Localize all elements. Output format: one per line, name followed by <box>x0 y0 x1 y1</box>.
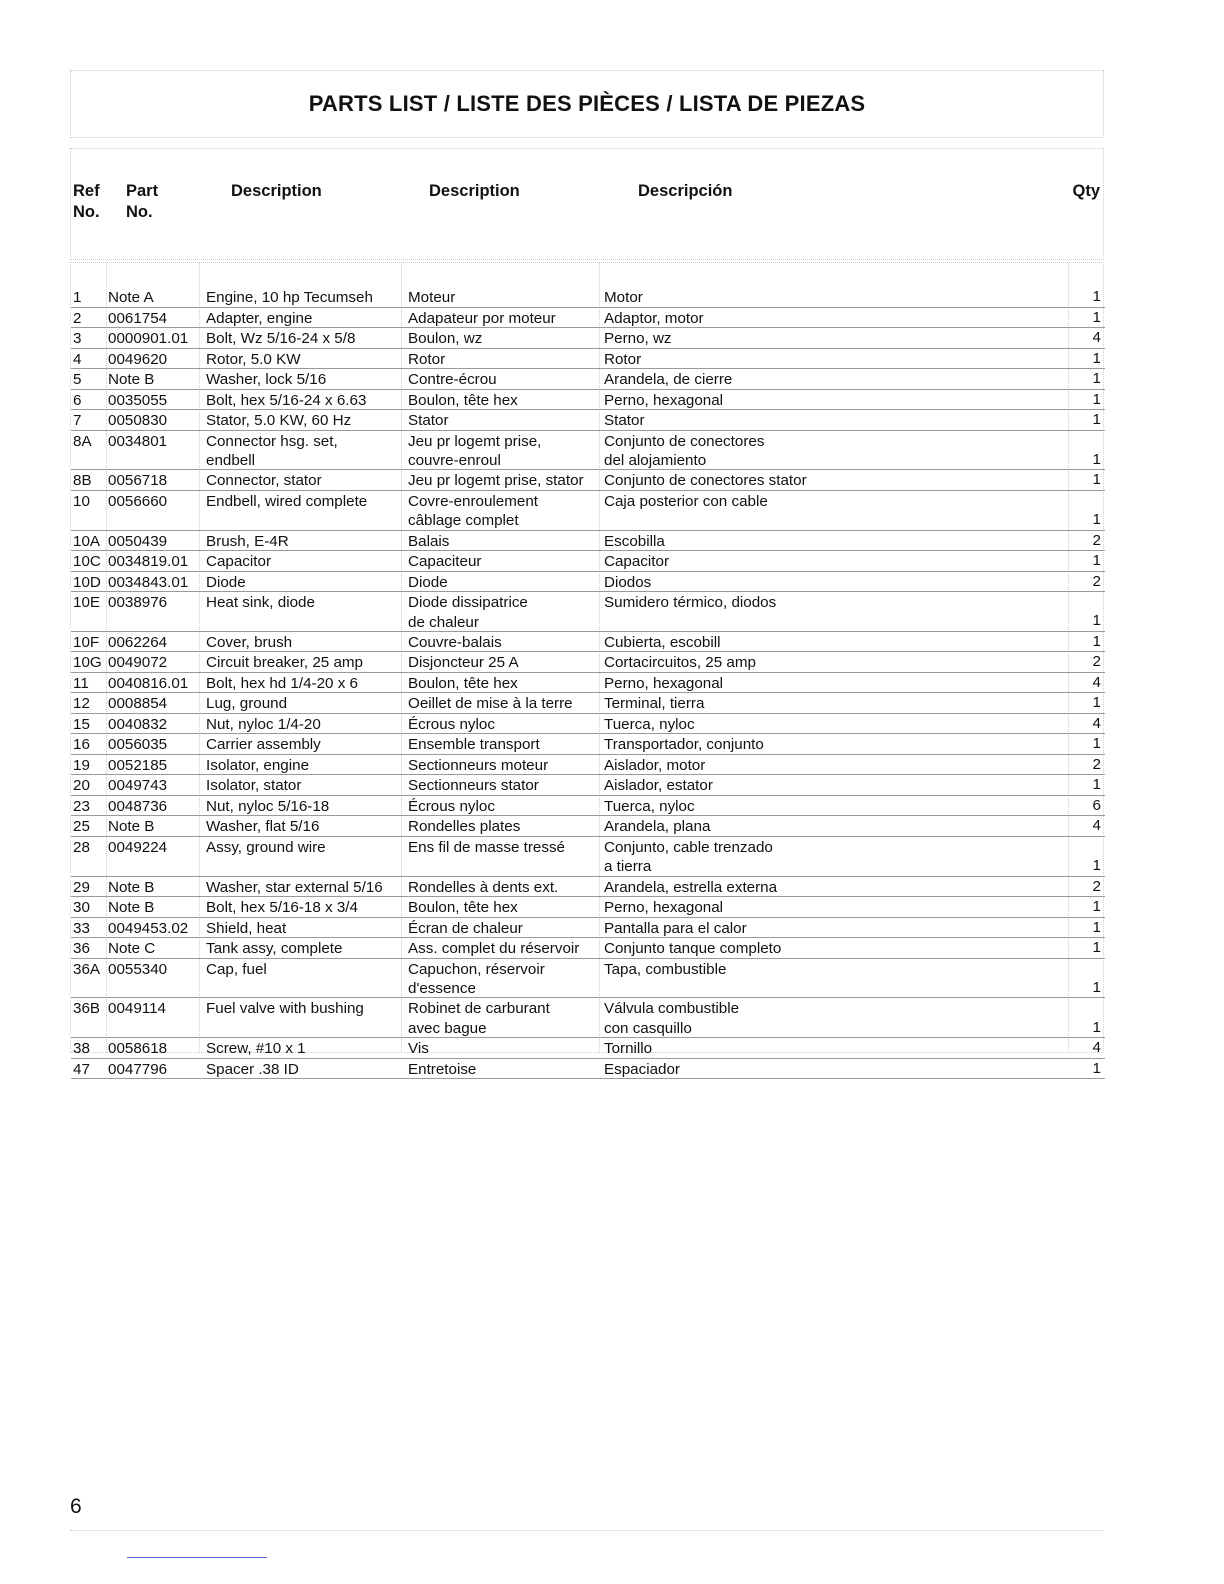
description-es-cell: Caja posterior con cable <box>604 492 768 510</box>
description-en-cell: Nut, nyloc 5/16-18 <box>206 797 330 815</box>
table-row <box>71 998 1105 1038</box>
table-row <box>71 775 1105 796</box>
ref-cell: 47 <box>73 1060 90 1078</box>
table-row <box>71 652 1105 673</box>
description-en-cell: Engine, 10 hp Tecumseh <box>206 289 373 306</box>
title-box <box>70 70 1104 138</box>
description-fr-cell: Capaciteur <box>408 553 482 571</box>
description-fr-cell: Écrous nyloc <box>408 797 495 815</box>
description-es-cell: Adaptor, motor <box>604 309 704 327</box>
description-es-cell: Conjunto, cable trenzado a tierra <box>604 838 773 876</box>
description-fr-cell: Moteur <box>408 289 456 306</box>
description-fr-cell: Capuchon, réservoir d'essence <box>408 960 545 998</box>
description-en-cell: Fuel valve with bushing <box>206 1000 364 1018</box>
description-es-cell: Tuerca, nyloc <box>604 715 695 733</box>
qty-cell: 2 <box>1092 877 1101 895</box>
description-en-cell: Washer, star external 5/16 <box>206 878 383 896</box>
description-es-cell: Perno, hexagonal <box>604 899 724 917</box>
table-row <box>71 572 1105 593</box>
table-row <box>71 714 1105 735</box>
description-es-cell: Diodos <box>604 573 652 591</box>
part-number-cell: Note B <box>108 371 155 388</box>
description-en-cell: Diode <box>206 573 246 591</box>
description-en-cell: Brush, E-4R <box>206 532 289 550</box>
description-fr-cell: Oeillet de mise à la terre <box>408 695 573 713</box>
part-header-line2: No. <box>126 203 153 221</box>
ref-cell: 30 <box>73 899 90 917</box>
part-number-cell: 0050830 <box>108 412 168 429</box>
ref-cell: 29 <box>73 878 90 896</box>
table-row <box>71 693 1105 714</box>
qty-cell: 2 <box>1092 572 1101 590</box>
ref-cell: 16 <box>73 736 90 754</box>
description-es-cell: Espaciador <box>604 1060 680 1078</box>
parts-table <box>70 262 1104 1078</box>
part-number-cell: 0034843.01 <box>108 573 189 591</box>
description-es-cell: Conjunto de conectores stator <box>604 472 807 490</box>
qty-cell: 4 <box>1092 1039 1101 1057</box>
part-number-cell: 0050439 <box>108 532 168 550</box>
table-row <box>71 308 1105 329</box>
ref-cell: 8A <box>73 432 92 450</box>
table-row <box>71 796 1105 817</box>
table-row <box>71 1038 1105 1059</box>
description-en-cell: Tank assy, complete <box>206 940 343 958</box>
part-number-cell: 0052185 <box>108 756 168 774</box>
qty-cell: 1 <box>1092 288 1101 306</box>
qty-cell: 1 <box>1092 1018 1101 1036</box>
description-fr-cell: Boulon, tête hex <box>408 391 518 409</box>
qty-cell: 2 <box>1092 531 1101 549</box>
description-en-cell: Connector, stator <box>206 472 322 490</box>
description-en-cell: Isolator, engine <box>206 756 310 774</box>
description-es-cell: Sumidero térmico, diodos <box>604 594 777 612</box>
description-fr-cell: Écran de chaleur <box>408 919 523 937</box>
description-fr-cell: Jeu pr logemt prise, couvre-enroul <box>408 432 542 469</box>
description-fr-cell: Contre-écrou <box>408 371 497 388</box>
description-en-cell: Bolt, hex 5/16-18 x 3/4 <box>206 899 358 917</box>
ref-cell: 12 <box>73 695 90 713</box>
part-number-cell: 0038976 <box>108 594 168 612</box>
table-row <box>71 431 1105 471</box>
description-es-cell: Tuerca, nyloc <box>604 797 695 815</box>
description-fr-cell: Balais <box>408 532 450 550</box>
qty-cell: 1 <box>1092 471 1101 489</box>
part-number-cell: 0062264 <box>108 633 168 651</box>
ref-cell: 8B <box>73 472 92 490</box>
page-number: 6 <box>70 1495 82 1518</box>
ref-cell: 15 <box>73 715 90 733</box>
page-title: PARTS LIST / LISTE DES PIÈCES / LISTA DE PIEZAS <box>308 91 866 116</box>
table-row <box>71 531 1105 552</box>
table-row <box>71 287 1105 308</box>
ref-cell: 1 <box>73 289 82 306</box>
description-fr-cell: Disjoncteur 25 A <box>408 654 519 672</box>
footer-divider <box>70 1530 1104 1531</box>
description-fr-cell: Rondelles à dents ext. <box>408 878 559 896</box>
qty-cell: 1 <box>1092 694 1101 712</box>
footer-link-underline <box>127 1557 267 1558</box>
description-es-cell: Tapa, combustible <box>604 960 727 978</box>
table-row <box>71 632 1105 653</box>
description-en-cell: Nut, nyloc 1/4-20 <box>206 715 321 733</box>
part-number-cell: 0047796 <box>108 1060 168 1078</box>
description-en-cell: Spacer .38 ID <box>206 1060 299 1078</box>
part-number-cell: 0049072 <box>108 654 168 672</box>
description-fr-cell: Diode dissipatrice de chaleur <box>408 594 528 631</box>
description-fr-cell: Ens fil de masse tressé <box>408 838 565 856</box>
description-en-cell: Lug, ground <box>206 695 288 713</box>
description-es-header: Descripción <box>638 182 733 200</box>
part-number-cell: 0055340 <box>108 960 168 978</box>
table-row <box>71 877 1105 898</box>
qty-cell: 4 <box>1092 329 1101 347</box>
description-fr-cell: Entretoise <box>408 1060 477 1078</box>
description-fr-cell: Ass. complet du réservoir <box>408 940 580 958</box>
ref-cell: 3 <box>73 330 82 347</box>
description-fr-cell: Ensemble transport <box>408 736 540 754</box>
description-es-cell: Motor <box>604 289 643 306</box>
part-number-cell: 0056660 <box>108 492 168 510</box>
description-es-cell: Aislador, estator <box>604 777 713 795</box>
part-number-cell: 0049743 <box>108 777 168 795</box>
description-en-cell: Capacitor <box>206 553 271 571</box>
part-number-cell: 0034819.01 <box>108 553 189 571</box>
description-en-cell: Isolator, stator <box>206 777 302 795</box>
ref-cell: 19 <box>73 756 90 774</box>
description-fr-cell: Sectionneurs moteur <box>408 756 549 774</box>
description-fr-cell: Boulon, wz <box>408 330 483 347</box>
description-en-cell: Cover, brush <box>206 633 293 651</box>
description-en-cell: Assy, ground wire <box>206 838 326 856</box>
part-number-cell: 0061754 <box>108 309 168 327</box>
qty-cell: 1 <box>1092 390 1101 408</box>
description-en-cell: Endbell, wired complete <box>206 492 368 510</box>
part-number-cell: 0040816.01 <box>108 674 189 692</box>
ref-cell: 36A <box>73 960 101 978</box>
part-number-cell: 0035055 <box>108 391 168 409</box>
description-en-cell: Connector hsg. set, endbell <box>206 432 338 469</box>
part-number-cell: 0049224 <box>108 838 168 856</box>
description-fr-header: Description <box>429 182 520 200</box>
description-es-cell: Conjunto tanque completo <box>604 940 782 958</box>
ref-cell: 10G <box>73 654 102 672</box>
description-en-cell: Bolt, hex 5/16-24 x 6.63 <box>206 391 367 409</box>
description-es-cell: Rotor <box>604 350 642 368</box>
description-fr-cell: Jeu pr logemt prise, stator <box>408 472 584 490</box>
description-es-cell: Válvula combustible con casquillo <box>604 1000 740 1037</box>
description-es-cell: Cortacircuitos, 25 amp <box>604 654 756 672</box>
part-number-cell: Note B <box>108 899 155 917</box>
ref-cell: 10 <box>73 492 90 510</box>
part-number-cell: 0049620 <box>108 350 168 368</box>
table-row <box>71 551 1105 572</box>
ref-cell: 33 <box>73 919 90 937</box>
description-es-cell: Conjunto de conectores del alojamiento <box>604 432 765 469</box>
description-es-cell: Perno, hexagonal <box>604 674 724 692</box>
part-number-cell: 0058618 <box>108 1040 168 1058</box>
qty-cell: 1 <box>1092 612 1101 630</box>
qty-cell: 1 <box>1092 939 1101 957</box>
description-fr-cell: Couvre-balais <box>408 633 502 651</box>
description-en-cell: Adapter, engine <box>206 309 313 327</box>
description-es-cell: Arandela, de cierre <box>604 371 733 388</box>
description-en-cell: Heat sink, diode <box>206 594 315 612</box>
description-fr-cell: Vis <box>408 1040 429 1058</box>
qty-cell: 1 <box>1092 552 1101 570</box>
description-en-cell: Washer, flat 5/16 <box>206 818 320 836</box>
ref-header <box>73 181 100 223</box>
ref-cell: 36 <box>73 940 90 958</box>
qty-cell: 1 <box>1092 349 1101 367</box>
part-number-cell: 0056035 <box>108 736 168 754</box>
part-number-cell: 0049114 <box>108 1000 166 1018</box>
description-fr-cell: Robinet de carburant avec bague <box>408 1000 550 1037</box>
qty-cell: 2 <box>1092 755 1101 773</box>
description-en-header: Description <box>231 182 322 200</box>
part-header <box>126 181 158 223</box>
table-row <box>71 470 1105 491</box>
qty-cell: 6 <box>1092 796 1101 814</box>
qty-cell: 1 <box>1092 411 1101 429</box>
table-row <box>71 592 1105 632</box>
description-fr-cell: Stator <box>408 412 449 429</box>
part-number-cell: Note B <box>108 878 155 896</box>
table-row <box>71 918 1105 939</box>
description-en-cell: Carrier assembly <box>206 736 321 754</box>
ref-header-line2: No. <box>73 203 100 221</box>
part-number-cell: 0034801 <box>108 432 168 450</box>
ref-cell: 11 <box>73 674 89 692</box>
description-fr-cell: Rondelles plates <box>408 818 521 836</box>
table-row <box>71 816 1105 837</box>
qty-cell: 1 <box>1092 1059 1101 1077</box>
part-number-cell: 0040832 <box>108 715 168 733</box>
table-row <box>71 959 1105 999</box>
description-es-cell: Terminal, tierra <box>604 695 705 713</box>
part-number-cell: 0049453.02 <box>108 919 189 937</box>
description-fr-cell: Adapateur por moteur <box>408 309 556 327</box>
qty-cell: 1 <box>1092 735 1101 753</box>
description-es-cell: Escobilla <box>604 532 665 550</box>
description-es-cell: Arandela, estrella externa <box>604 878 778 896</box>
table-row <box>71 410 1105 431</box>
ref-cell: 10F <box>73 633 100 651</box>
part-number-cell: 0056718 <box>108 472 168 490</box>
description-en-cell: Bolt, hex hd 1/4-20 x 6 <box>206 674 358 692</box>
description-es-cell: Capacitor <box>604 553 669 571</box>
ref-cell: 7 <box>73 412 82 429</box>
qty-cell: 4 <box>1092 673 1101 691</box>
table-row <box>71 491 1105 531</box>
qty-header: Qty <box>1072 182 1100 200</box>
part-number-cell: Note A <box>108 289 154 306</box>
description-es-cell: Pantalla para el calor <box>604 919 747 937</box>
description-en-cell: Stator, 5.0 KW, 60 Hz <box>206 412 352 429</box>
description-en-cell: Shield, heat <box>206 919 287 937</box>
description-fr-cell: Rotor <box>408 350 446 368</box>
ref-cell: 36B <box>73 1000 101 1018</box>
qty-cell: 1 <box>1092 308 1101 326</box>
qty-cell: 1 <box>1092 918 1101 936</box>
part-header-line1: Part <box>126 182 159 200</box>
ref-cell: 10E <box>73 594 101 612</box>
description-fr-cell: Covre-enroulement câblage complet <box>408 492 538 530</box>
description-en-cell: Screw, #10 x 1 <box>206 1040 306 1058</box>
description-fr-cell: Diode <box>408 573 448 591</box>
ref-cell: 25 <box>73 818 90 836</box>
ref-cell: 5 <box>73 371 82 388</box>
qty-cell: 1 <box>1092 898 1101 916</box>
part-number-cell: 0048736 <box>108 797 168 815</box>
table-header <box>70 148 1104 260</box>
ref-cell: 10A <box>73 532 101 550</box>
part-number-cell: 0000901.01 <box>108 330 189 347</box>
part-number-cell: 0008854 <box>108 695 168 713</box>
ref-cell: 38 <box>73 1040 90 1058</box>
description-en-cell: Cap, fuel <box>206 960 267 978</box>
ref-header-line1: Ref <box>73 182 100 200</box>
part-number-cell: Note B <box>108 818 155 836</box>
table-row <box>71 369 1105 390</box>
qty-cell: 4 <box>1092 714 1101 732</box>
description-es-cell: Tornillo <box>604 1040 653 1058</box>
qty-cell: 1 <box>1092 450 1101 468</box>
ref-cell: 28 <box>73 838 90 856</box>
description-en-cell: Rotor, 5.0 KW <box>206 350 301 368</box>
description-en-cell: Washer, lock 5/16 <box>206 371 327 388</box>
ref-cell: 6 <box>73 391 82 409</box>
ref-cell: 10D <box>73 573 101 591</box>
table-row <box>71 349 1105 370</box>
description-fr-cell: Sectionneurs stator <box>408 777 539 795</box>
parts-rows <box>71 287 1105 1079</box>
table-row <box>71 328 1105 349</box>
description-es-cell: Stator <box>604 412 645 429</box>
qty-cell: 4 <box>1092 817 1101 835</box>
description-es-cell: Perno, wz <box>604 330 672 347</box>
description-es-cell: Transportador, conjunto <box>604 736 764 754</box>
qty-cell: 1 <box>1092 511 1101 529</box>
description-es-cell: Aislador, motor <box>604 756 706 774</box>
table-row <box>71 734 1105 755</box>
ref-cell: 20 <box>73 777 90 795</box>
description-es-cell: Cubierta, escobill <box>604 633 721 651</box>
description-en-cell: Circuit breaker, 25 amp <box>206 654 364 672</box>
description-fr-cell: Écrous nyloc <box>408 715 495 733</box>
table-row <box>71 1059 1105 1080</box>
ref-cell: 10C <box>73 553 101 571</box>
table-row <box>71 837 1105 877</box>
description-es-cell: Perno, hexagonal <box>604 391 724 409</box>
qty-cell: 1 <box>1092 979 1101 997</box>
description-fr-cell: Boulon, tête hex <box>408 674 518 692</box>
qty-cell: 2 <box>1092 653 1101 671</box>
qty-cell: 1 <box>1092 632 1101 650</box>
part-number-cell: Note C <box>108 940 156 958</box>
description-en-cell: Bolt, Wz 5/16-24 x 5/8 <box>206 330 356 347</box>
description-es-cell: Arandela, plana <box>604 818 711 836</box>
table-row <box>71 390 1105 411</box>
ref-cell: 23 <box>73 797 90 815</box>
table-row <box>71 673 1105 694</box>
qty-cell: 1 <box>1092 370 1101 388</box>
qty-cell: 1 <box>1092 857 1101 875</box>
table-row <box>71 897 1105 918</box>
ref-cell: 4 <box>73 350 82 368</box>
table-row <box>71 938 1105 959</box>
table-row <box>71 755 1105 776</box>
description-fr-cell: Boulon, tête hex <box>408 899 518 917</box>
ref-cell: 2 <box>73 309 82 327</box>
qty-cell: 1 <box>1092 776 1101 794</box>
